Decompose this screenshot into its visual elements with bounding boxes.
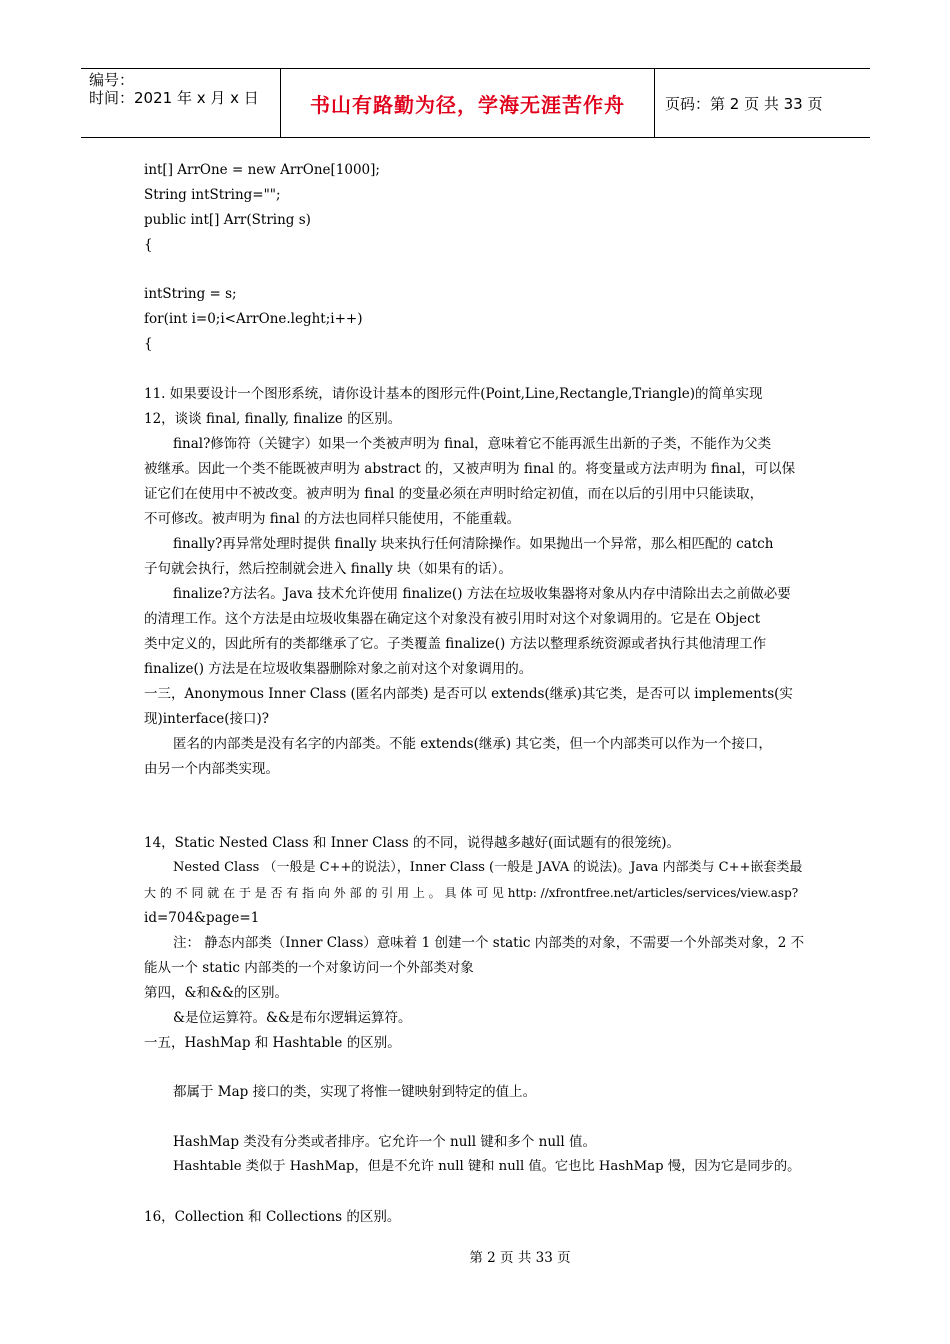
paragraph-line: id=704&page=1	[144, 910, 260, 926]
question-13-cont: 现)interface(接口)?	[144, 711, 270, 727]
paragraph-line: 能从一个 static 内部类的一个对象访问一个外部类对象	[144, 960, 474, 976]
document-date: 时间：2021 年 x 月 x 日	[89, 89, 259, 107]
header-motto-cell	[281, 69, 655, 137]
code-line: String intString="";	[144, 187, 281, 203]
paragraph-line: 子句就会执行，然后控制就会进入 finally 块（如果有的话）。	[144, 561, 512, 577]
footer-page-number: 第 2 页 共 33 页	[469, 1250, 571, 1266]
paragraph-line: Nested Class （一般是 C++的说法），Inner Class (一般是 JAVA 的说法)。Java 内部类与 C++嵌套类最	[173, 860, 803, 875]
question-15: 一五，HashMap 和 Hashtable 的区别。	[144, 1035, 401, 1051]
question-11: 11. 如果要设计一个图形系统，请你设计基本的图形元件(Point,Line,Rectangle,Triangle)的简单实现	[144, 386, 763, 402]
paragraph-line: 匿名的内部类是没有名字的内部类。不能 extends(继承) 其它类，但一个内部类可以作为一个接口，	[173, 736, 772, 752]
code-line: for(int i=0;i<ArrOne.leght;i++)	[144, 311, 363, 327]
header-motto: 书山有路勤为径，学海无涯苦作舟	[310, 92, 625, 117]
paragraph-line: Hashtable 类似于 HashMap，但是不允许 null 键和 null 值。它也比 HashMap 慢，因为它是同步的。	[173, 1159, 801, 1174]
header-meta	[81, 69, 281, 137]
paragraph-line: 都属于 Map 接口的类，实现了将惟一键映射到特定的值上。	[173, 1084, 537, 1100]
code-line: public int[] Arr(String s)	[144, 212, 311, 228]
question-13: 一三，Anonymous Inner Class (匿名内部类) 是否可以 extends(继承)其它类，是否可以 implements(实	[144, 686, 793, 702]
document-code-label: 编号：	[89, 71, 135, 89]
paragraph-line: 类中定义的，因此所有的类都继承了它。子类覆盖 finalize() 方法以整理系统资源或者执行其他清理工作	[144, 636, 767, 652]
question-4: 第四，&和&&的区别。	[144, 985, 289, 1001]
paragraph-line: HashMap 类没有分类或者排序。它允许一个 null 键和多个 null 值。	[173, 1134, 596, 1150]
page-header	[81, 68, 870, 138]
page-footer	[0, 1246, 950, 1266]
paragraph-line: 注： 静态内部类（Inner Class）意味着 1 创建一个 static 内部类的对象，不需要一个外部类对象，2 不	[173, 935, 805, 951]
code-line: intString = s;	[144, 286, 237, 302]
paragraph-line: finally?再异常处理时提供 finally 块来执行任何清除操作。如果抛出一个异常，那么相匹配的 catch	[173, 536, 774, 552]
paragraph-line: 被继承。因此一个类不能既被声明为 abstract 的，又被声明为 final 的。将变量或方法声明为 final，可以保	[144, 461, 796, 477]
question-14: 14，Static Nested Class 和 Inner Class 的不同，说得越多越好(面试题有的很笼统)。	[144, 835, 681, 851]
question-16: 16，Collection 和 Collections 的区别。	[144, 1209, 401, 1225]
paragraph-line: 不可修改。被声明为 final 的方法也同样只能使用，不能重载。	[144, 511, 521, 527]
paragraph-line: finalize() 方法是在垃圾收集器删除对象之前对这个对象调用的。	[144, 661, 533, 677]
code-line: {	[144, 336, 153, 352]
paragraph-line: finalize?方法名。Java 技术允许使用 finalize() 方法在垃圾收集器将对象从内存中清除出去之前做必要	[173, 586, 791, 602]
paragraph-line: 大 的 不 同 就 在 于 是 否 有 指 向 外 部 的 引 用 上 。 具 体 可 见 http: //xfrontfree.net/articles/services/view.asp?	[144, 886, 799, 900]
paragraph-line: 由另一个内部类实现。	[144, 761, 279, 777]
header-page-number: 页码：第 2 页 共 33 页	[665, 94, 823, 113]
header-page-cell	[655, 69, 870, 137]
question-12: 12，谈谈 final, finally, finalize 的区别。	[144, 411, 402, 427]
paragraph-line: final?修饰符（关键字）如果一个类被声明为 final，意味着它不能再派生出新的子类，不能作为父类	[173, 436, 772, 452]
paragraph-line: 的清理工作。这个方法是由垃圾收集器在确定这个对象没有被引用时对这个对象调用的。它是在 Object	[144, 611, 761, 627]
paragraph-line: 证它们在使用中不被改变。被声明为 final 的变量必须在声明时给定初值，而在以后的引用中只能读取，	[144, 486, 764, 502]
paragraph-line: &是位运算符。&&是布尔逻辑运算符。	[173, 1010, 412, 1026]
code-line: int[] ArrOne = new ArrOne[1000];	[144, 162, 380, 178]
code-line: {	[144, 237, 153, 253]
